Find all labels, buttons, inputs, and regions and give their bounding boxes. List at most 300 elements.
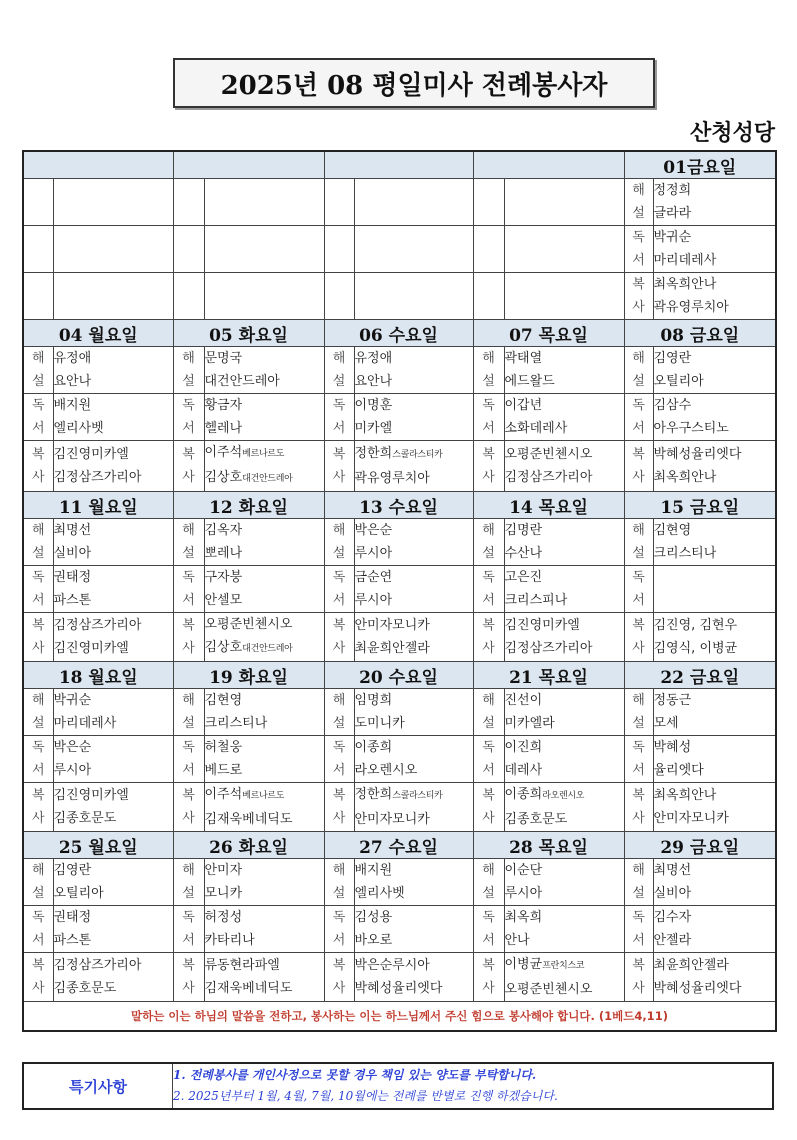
commentator-label: [173, 859, 204, 906]
role-char: 설: [182, 546, 195, 561]
name-line: 김옥자: [204, 523, 243, 538]
altar-server-label: [473, 613, 504, 662]
role-char: 설: [632, 886, 645, 901]
name-line: 안미자모니카: [653, 811, 729, 826]
role-char: 독: [632, 570, 645, 585]
name-line: 배지원: [53, 398, 92, 413]
role-char: 사: [632, 811, 645, 826]
scripture-verse: 말하는 이는 하님의 말씀을 전하고, 봉사하는 이는 하느님께서 주신 힘으로 봉사해야 합니다. (1베드4,11): [23, 1002, 776, 1032]
schedule-table: [22, 150, 777, 1032]
role-char: 해: [332, 863, 346, 878]
week-2-altar-server-row: [23, 613, 776, 662]
name-line: 김진영, 김현우: [653, 618, 738, 633]
name-line: 크리스티나: [653, 546, 717, 561]
day-header: 15 금요일: [624, 492, 776, 519]
role-char: 해: [182, 863, 195, 878]
name-line: 수산나: [504, 546, 543, 561]
name-line: [505, 783, 624, 808]
name-line: 김정삼즈가리아: [53, 618, 142, 633]
name-line: 오평준빈첸시오: [204, 617, 293, 632]
name-line: 김정삼즈가리아: [53, 470, 142, 485]
role-char: 사: [332, 981, 346, 996]
day-header: 08 금요일: [624, 320, 776, 347]
role-char: 서: [31, 421, 45, 436]
reader-names: [653, 394, 776, 441]
name-line: 실비아: [53, 546, 92, 561]
name-line: 박혜성: [653, 740, 692, 755]
role-char: 해: [632, 351, 645, 366]
name-line: 안미자: [204, 863, 243, 878]
name-line: 엘리사벳: [354, 886, 405, 901]
commentator-names: [653, 347, 776, 394]
role-char: 서: [182, 593, 195, 608]
reader-label: [173, 906, 204, 953]
commentator-names: [354, 347, 473, 394]
role-char: 해: [482, 351, 495, 366]
role-char: 서: [632, 421, 645, 436]
empty-cell: [53, 179, 173, 226]
altar-server-names: [204, 613, 324, 662]
commentator-names: [204, 347, 324, 394]
name-line: 김정삼즈가리아: [504, 470, 593, 485]
role-char: 설: [632, 374, 645, 389]
reader-names: [354, 394, 473, 441]
week-0-header-row: [23, 151, 776, 179]
role-char: 서: [632, 253, 645, 268]
altar-server-label: [624, 613, 653, 662]
name-line: 박혜성율리엣다: [653, 981, 742, 996]
role-char: 사: [632, 470, 645, 485]
commentator-label: [624, 347, 653, 394]
name-line: 대건안드레아: [204, 374, 280, 389]
empty-cell: [23, 273, 53, 320]
altar-server-label: [324, 783, 354, 832]
week-3-header-row: [23, 662, 776, 689]
role-char: 서: [482, 421, 495, 436]
commentator-names: [53, 519, 173, 566]
commentator-names: [354, 689, 473, 736]
empty-cell: [23, 179, 53, 226]
commentator-label: [624, 689, 653, 736]
role-char: 해: [632, 693, 645, 708]
commentator-names: [204, 859, 324, 906]
empty-day-header: [324, 151, 473, 179]
commentator-label: [624, 179, 653, 226]
name-line: 김종호문도: [53, 981, 117, 996]
name-line: 김영식, 이병균: [653, 641, 738, 656]
commentator-label: [624, 519, 653, 566]
day-header: 12 화요일: [173, 492, 324, 519]
name-line: 김진영미카엘: [53, 447, 129, 462]
commentator-names: [653, 689, 776, 736]
commentator-names: [354, 859, 473, 906]
page-title: 2025년 08 평일미사 전례봉사자: [173, 58, 655, 108]
commentator-label: [473, 689, 504, 736]
name-part: 이병균: [504, 957, 543, 972]
name-line: 이진희: [504, 740, 543, 755]
commentator-label: [624, 859, 653, 906]
role-char: 독: [632, 230, 645, 245]
name-line: 곽유영루치아: [354, 471, 430, 486]
name-line: 최윤희안젤라: [354, 641, 430, 656]
role-char: 독: [332, 910, 346, 925]
reader-label: [624, 906, 653, 953]
role-char: 해: [31, 863, 45, 878]
commentator-label: [473, 859, 504, 906]
reader-label: [23, 394, 53, 441]
role-char: 설: [482, 546, 495, 561]
role-char: 해: [482, 863, 495, 878]
role-char: 설: [31, 374, 45, 389]
role-char: 서: [482, 763, 495, 778]
reader-label: [173, 566, 204, 613]
name-part: 이주석: [204, 445, 243, 460]
reader-names: [354, 736, 473, 783]
role-char: 설: [482, 716, 495, 731]
name-line: 김진영미카엘: [53, 641, 129, 656]
name-part: 김상호: [204, 470, 243, 485]
empty-cell: [53, 273, 173, 320]
name-line: 김현영: [653, 523, 692, 538]
reader-names: [504, 736, 624, 783]
commentator-label: [324, 689, 354, 736]
week-0-commentator-row: [23, 179, 776, 226]
name-line: 최옥희안나: [653, 470, 717, 485]
name-line: 오평준빈첸시오: [504, 447, 593, 462]
name-line: 최옥희안나: [653, 788, 717, 803]
role-char: 해: [182, 523, 195, 538]
week-1-reader-row: [23, 394, 776, 441]
role-char: 해: [31, 351, 45, 366]
name-line: 박귀순: [653, 230, 692, 245]
empty-cell: [504, 226, 624, 273]
role-char: 설: [31, 886, 45, 901]
name-line: 박은순: [53, 740, 92, 755]
reader-names: [653, 736, 776, 783]
name-line: 도미니카: [354, 716, 405, 731]
name-line: 라오렌시오: [354, 763, 418, 778]
day-header: 26 화요일: [173, 832, 324, 859]
name-line: 곽유영루치아: [653, 300, 729, 315]
empty-cell: [324, 226, 354, 273]
reader-label: [23, 566, 53, 613]
commentator-label: [324, 347, 354, 394]
role-char: 독: [482, 740, 495, 755]
empty-cell: [173, 179, 204, 226]
role-char: 서: [632, 763, 645, 778]
name-line: 곽태열: [504, 351, 543, 366]
role-char: 독: [482, 910, 495, 925]
name-line: 베드로: [204, 763, 243, 778]
baptismal-name-part: 라오렌시오: [542, 791, 585, 801]
reader-names: [653, 906, 776, 953]
reader-names: [653, 566, 776, 613]
name-line: 안미자모니카: [354, 812, 430, 827]
name-part: 정한희: [354, 787, 393, 802]
church-name: 산청성당: [689, 120, 775, 146]
role-char: 해: [31, 523, 45, 538]
notes-body: [173, 1063, 774, 1109]
role-char: 해: [332, 351, 346, 366]
reader-label: [23, 736, 53, 783]
name-line: 카타리나: [204, 933, 255, 948]
role-char: 해: [332, 523, 346, 538]
name-line: 미카엘: [354, 421, 393, 436]
name-line: 박귀순: [53, 693, 92, 708]
role-char: 독: [632, 398, 645, 413]
role-char: 해: [482, 523, 495, 538]
name-line: [205, 636, 324, 661]
day-header: 20 수요일: [324, 662, 473, 689]
role-char: 서: [332, 593, 346, 608]
role-char: 해: [182, 351, 195, 366]
altar-server-label: [473, 953, 504, 1002]
commentator-names: [53, 347, 173, 394]
name-line: 안미자모니카: [354, 618, 430, 633]
reader-names: [354, 566, 473, 613]
name-line: 최옥희안나: [653, 277, 717, 292]
role-char: 해: [182, 693, 195, 708]
empty-cell: [324, 179, 354, 226]
role-char: 사: [31, 470, 45, 485]
role-char: 독: [31, 398, 45, 413]
role-char: 복: [182, 618, 195, 633]
role-char: 서: [632, 933, 645, 948]
altar-server-label: [624, 273, 653, 320]
altar-server-names: [204, 953, 324, 1002]
empty-cell: [23, 226, 53, 273]
role-char: 설: [332, 374, 346, 389]
role-char: 독: [482, 570, 495, 585]
empty-day-header: [173, 151, 324, 179]
role-char: 서: [182, 933, 195, 948]
day-header: 29 금요일: [624, 832, 776, 859]
name-line: 데레사: [504, 763, 543, 778]
name-line: 김정삼즈가리아: [53, 958, 142, 973]
commentator-label: [173, 519, 204, 566]
role-char: 설: [31, 546, 45, 561]
altar-server-names: [354, 953, 473, 1002]
role-char: 복: [332, 958, 346, 973]
baptismal-name-part: 대건안드레아: [242, 474, 293, 484]
empty-day-header: [23, 151, 173, 179]
empty-cell: [53, 226, 173, 273]
name-line: 파스톤: [53, 933, 92, 948]
week-4-header-row: [23, 832, 776, 859]
role-char: 복: [632, 618, 645, 633]
name-line: 루시아: [53, 763, 92, 778]
name-line: 김재욱베네딕도: [204, 812, 293, 827]
name-line: 글라라: [653, 206, 692, 221]
altar-server-label: [624, 783, 653, 832]
role-char: 설: [482, 886, 495, 901]
name-line: 김종호문도: [53, 811, 117, 826]
role-char: 복: [182, 788, 195, 803]
name-line: [355, 783, 473, 808]
reader-label: [324, 566, 354, 613]
role-char: 해: [482, 693, 495, 708]
name-line: 최명선: [653, 863, 692, 878]
name-line: 엘리사벳: [53, 421, 104, 436]
commentator-names: [653, 519, 776, 566]
role-char: 복: [31, 958, 45, 973]
notes-label: 특기사항: [23, 1063, 173, 1109]
name-line: [505, 953, 624, 978]
name-line: 오틸리아: [653, 374, 704, 389]
name-line: 소화데레사: [504, 421, 568, 436]
role-char: 서: [482, 933, 495, 948]
reader-names: [204, 906, 324, 953]
name-line: 김영란: [653, 351, 692, 366]
reader-names: [53, 566, 173, 613]
role-char: 사: [31, 811, 45, 826]
empty-cell: [354, 179, 473, 226]
reader-names: [204, 394, 324, 441]
role-char: 서: [31, 933, 45, 948]
reader-names: [504, 394, 624, 441]
reader-names: [53, 394, 173, 441]
role-char: 사: [482, 981, 495, 996]
altar-server-names: [204, 783, 324, 832]
week-4-commentator-row: [23, 859, 776, 906]
name-line: 김삼수: [653, 398, 692, 413]
commentator-label: [23, 519, 53, 566]
day-header: 27 수요일: [324, 832, 473, 859]
week-1-header-row: [23, 320, 776, 347]
commentator-label: [473, 347, 504, 394]
altar-server-names: [204, 441, 324, 492]
role-char: 서: [482, 593, 495, 608]
altar-server-names: [504, 783, 624, 832]
role-char: 독: [332, 398, 346, 413]
reader-label: [473, 566, 504, 613]
name-line: 박혜성율리엣다: [653, 447, 742, 462]
notes-table: [22, 1062, 774, 1110]
role-char: 복: [482, 618, 495, 633]
role-char: 독: [31, 740, 45, 755]
name-line: 이갑년: [504, 398, 543, 413]
role-char: 사: [482, 641, 495, 656]
week-1-altar-server-row: [23, 441, 776, 492]
name-line: 유정애: [354, 351, 393, 366]
role-char: 독: [182, 570, 195, 585]
day-header: 01금요일: [624, 151, 776, 179]
day-header: 07 목요일: [473, 320, 624, 347]
name-line: 진선이: [504, 693, 543, 708]
altar-server-names: [653, 273, 776, 320]
reader-label: [473, 736, 504, 783]
week-1-commentator-row: [23, 347, 776, 394]
name-line: 황금자: [204, 398, 243, 413]
role-char: 사: [332, 641, 346, 656]
name-line: 오평준빈첸시오: [504, 982, 593, 997]
week-3-reader-row: [23, 736, 776, 783]
name-line: [205, 783, 324, 808]
role-char: 사: [632, 300, 645, 315]
commentator-label: [324, 519, 354, 566]
empty-cell: [204, 226, 324, 273]
empty-cell: [204, 273, 324, 320]
name-line: 정동근: [653, 693, 692, 708]
role-char: 사: [31, 641, 45, 656]
role-char: 복: [31, 788, 45, 803]
name-line: 미카엘라: [504, 716, 555, 731]
reader-names: [53, 736, 173, 783]
name-line: 파스톤: [53, 593, 92, 608]
commentator-names: [653, 859, 776, 906]
day-header: 28 목요일: [473, 832, 624, 859]
name-line: 오틸리아: [53, 886, 104, 901]
altar-server-label: [624, 953, 653, 1002]
role-char: 해: [632, 183, 645, 198]
role-char: 사: [182, 641, 195, 656]
name-line: 이순단: [504, 863, 543, 878]
empty-cell: [354, 273, 473, 320]
role-char: 설: [182, 374, 195, 389]
name-line: 뽀레나: [204, 546, 243, 561]
role-char: 서: [332, 933, 346, 948]
role-char: 사: [482, 811, 495, 826]
altar-server-names: [653, 441, 776, 492]
altar-server-names: [53, 953, 173, 1002]
role-char: 설: [182, 716, 195, 731]
week-0-reader-row: [23, 226, 776, 273]
reader-label: [473, 394, 504, 441]
name-line: 모니카: [204, 886, 243, 901]
name-line: 율리엣다: [653, 763, 704, 778]
name-line: 최윤희안젤라: [653, 958, 729, 973]
name-line: 김재욱베네딕도: [204, 981, 293, 996]
role-char: 독: [182, 398, 195, 413]
reader-label: [624, 736, 653, 783]
name-line: 마리데레사: [53, 716, 117, 731]
name-line: 김성용: [354, 910, 393, 925]
note-item-2: 2. 2025년부터 1월, 4월, 7월, 10월에는 전례를 반별로 진행 하겠습니다.: [173, 1089, 558, 1103]
altar-server-label: [173, 613, 204, 662]
day-header: 11 월요일: [23, 492, 173, 519]
role-char: 설: [482, 374, 495, 389]
name-line: 요안나: [53, 374, 92, 389]
role-char: 서: [182, 421, 195, 436]
commentator-label: [23, 689, 53, 736]
reader-names: [204, 736, 324, 783]
role-char: 복: [632, 277, 645, 292]
week-4-altar-server-row: [23, 953, 776, 1002]
altar-server-names: [53, 783, 173, 832]
name-line: 권태정: [53, 570, 92, 585]
name-line: 크리스티나: [204, 716, 268, 731]
day-header: 21 목요일: [473, 662, 624, 689]
commentator-names: [204, 519, 324, 566]
name-line: 구자붕: [204, 570, 243, 585]
reader-label: [624, 566, 653, 613]
reader-label: [324, 736, 354, 783]
name-line: [205, 466, 324, 491]
name-line: 허정성: [204, 910, 243, 925]
role-char: 사: [182, 981, 195, 996]
role-char: 설: [332, 546, 346, 561]
role-char: 사: [632, 981, 645, 996]
commentator-names: [504, 689, 624, 736]
role-char: 설: [632, 716, 645, 731]
altar-server-names: [354, 783, 473, 832]
commentator-label: [173, 347, 204, 394]
altar-server-names: [504, 953, 624, 1002]
empty-cell: [504, 273, 624, 320]
role-char: 서: [31, 593, 45, 608]
role-char: 독: [31, 570, 45, 585]
baptismal-name-part: 대건안드레아: [242, 644, 293, 654]
